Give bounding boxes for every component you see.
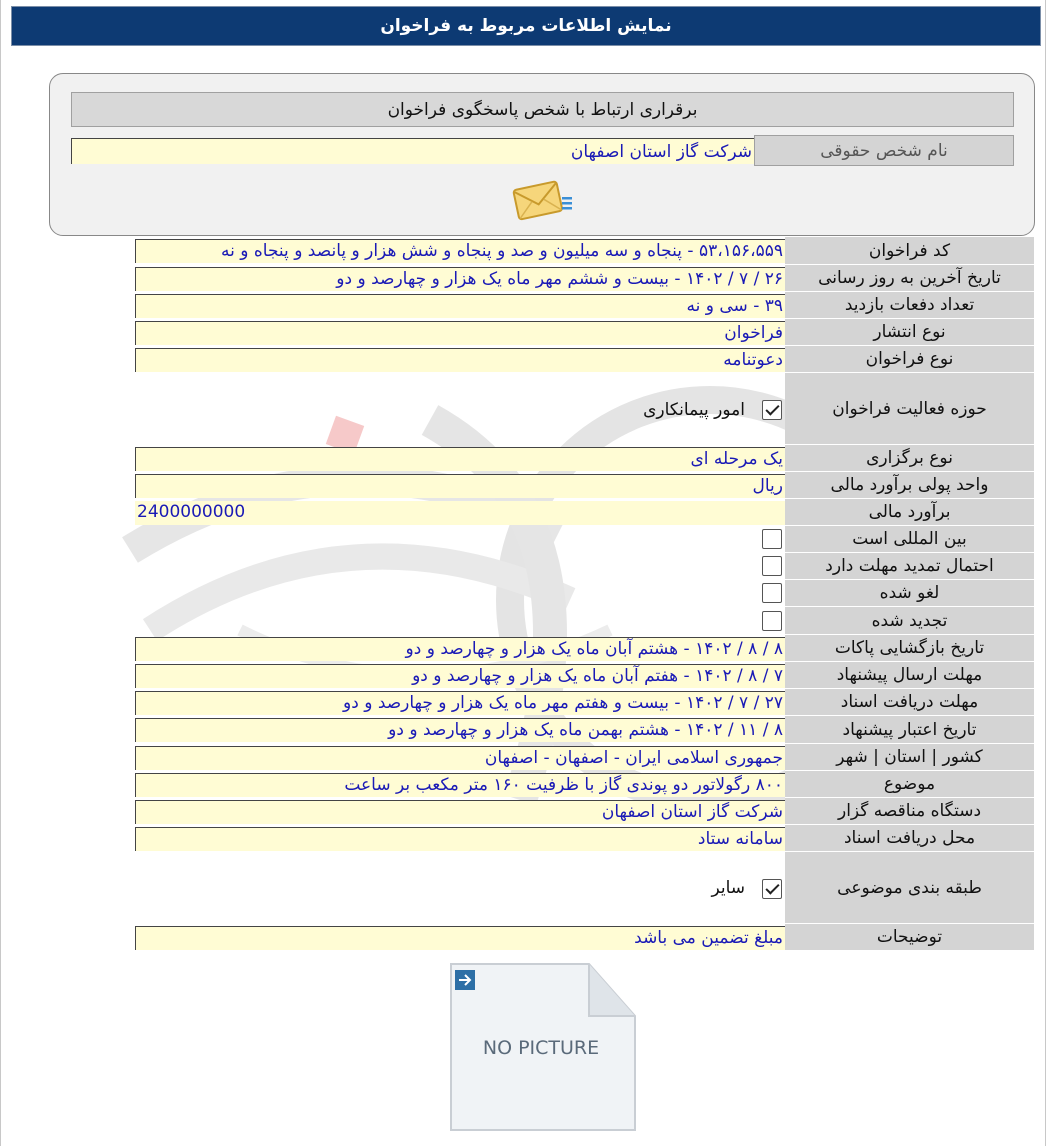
label-activity: حوزه فعالیت فراخوان: [785, 373, 1034, 445]
row-doc-place: [0, 825, 1053, 852]
row-holding-type: [0, 445, 1053, 472]
activity-option-label: امور پیمانکاری: [643, 400, 745, 420]
label-visits: تعداد دفعات بازدید: [785, 292, 1034, 319]
label-category: طبقه بندی موضوعی: [785, 852, 1034, 924]
label-international: بین المللی است: [785, 526, 1034, 553]
value-doc-place: سامانه ستاد: [135, 827, 785, 851]
page-title-text: نمایش اطلاعات مربوط به فراخوان: [380, 16, 672, 36]
row-bid-validity: [0, 716, 1053, 744]
no-picture-icon[interactable]: [447, 962, 639, 1132]
value-last-update: ۲۶ / ۷ / ۱۴۰۲ - بیست و ششم مهر ماه یک هزار و چهارصد و دو: [135, 267, 785, 291]
row-category: [0, 852, 1053, 924]
label-call-type: نوع فراخوان: [785, 346, 1034, 373]
label-doc-place: محل دریافت اسناد: [785, 825, 1034, 852]
label-publish-type: نوع انتشار: [785, 319, 1034, 346]
contact-panel: [49, 73, 1035, 236]
legal-person-label: نام شخص حقوقی: [754, 135, 1014, 166]
row-visits: [0, 292, 1053, 319]
label-cancelled: لغو شده: [785, 580, 1034, 607]
category-checkbox[interactable]: [762, 879, 782, 899]
no-picture-text: NO PICTURE: [482, 1037, 600, 1059]
value-bid-validity: ۸ / ۱۱ / ۱۴۰۲ - هشتم بهمن ماه یک هزار و چهارصد و دو: [135, 718, 785, 742]
value-visits: ۳۹ - سی و نه: [135, 294, 785, 318]
value-organizer: شرکت گاز استان اصفهان: [135, 800, 785, 824]
label-envelope-opening: تاریخ بازگشایی پاکات: [785, 635, 1034, 662]
label-estimate: برآورد مالی: [785, 499, 1034, 526]
row-last-update: [0, 265, 1053, 292]
value-location: جمهوری اسلامی ایران - اصفهان - اصفهان: [135, 746, 785, 770]
row-estimate: [0, 499, 1053, 526]
extension-checkbox[interactable]: [762, 556, 782, 576]
value-code: ۵۳،۱۵۶،۵۵۹ - پنجاه و سه میلیون و صد و پنجاه و شش هزار و پانصد و پنجاه و نه: [135, 239, 785, 263]
contact-title: برقراری ارتباط با شخص پاسخگوی فراخوان: [71, 92, 1014, 127]
label-doc-deadline: مهلت دریافت اسناد: [785, 689, 1034, 716]
label-extension: احتمال تمدید مهلت دارد: [785, 553, 1034, 580]
value-bid-deadline: ۷ / ۸ / ۱۴۰۲ - هفتم آبان ماه یک هزار و چهارصد و دو: [135, 664, 785, 688]
label-holding-type: نوع برگزاری: [785, 445, 1034, 472]
activity-checkbox[interactable]: [762, 400, 782, 420]
value-holding-type: یک مرحله ای: [135, 447, 785, 471]
page-title: [11, 6, 1041, 46]
category-option-label: سایر: [711, 878, 745, 898]
label-location: کشور | استان | شهر: [785, 744, 1034, 771]
row-cancelled: [0, 580, 1053, 607]
label-bid-validity: تاریخ اعتبار پیشنهاد: [785, 716, 1034, 744]
row-publish-type: [0, 319, 1053, 346]
envelope-icon: [510, 177, 576, 225]
value-publish-type: فراخوان: [135, 321, 785, 345]
value-subject: ۸۰۰ رگولاتور دو پوندی گاز با ظرفیت ۱۶۰ متر مکعب بر ساعت: [135, 773, 785, 797]
label-organizer: دستگاه مناقصه گزار: [785, 798, 1034, 825]
value-currency: ریال: [135, 474, 785, 498]
legal-person-value: شرکت گاز استان اصفهان: [71, 138, 754, 164]
row-call-type: [0, 346, 1053, 373]
label-notes: توضیحات: [785, 924, 1034, 951]
row-envelope-opening: [0, 635, 1053, 662]
row-organizer: [0, 798, 1053, 825]
row-renewed: [0, 607, 1053, 635]
row-activity: [0, 373, 1053, 445]
cancelled-checkbox[interactable]: [762, 583, 782, 603]
row-notes: [0, 924, 1053, 951]
row-bid-deadline: [0, 662, 1053, 689]
label-last-update: تاریخ آخرین به روز رسانی: [785, 265, 1034, 292]
value-envelope-opening: ۸ / ۸ / ۱۴۰۲ - هشتم آبان ماه یک هزار و چهارصد و دو: [135, 637, 785, 661]
row-extension: [0, 553, 1053, 580]
value-doc-deadline: ۲۷ / ۷ / ۱۴۰۲ - بیست و هفتم مهر ماه یک هزار و چهارصد و دو: [135, 691, 785, 715]
row-location: [0, 744, 1053, 771]
renewed-checkbox[interactable]: [762, 611, 782, 631]
row-currency: [0, 472, 1053, 499]
row-international: [0, 526, 1053, 553]
label-code: کد فراخوان: [785, 237, 1034, 265]
value-estimate: 2400000000: [135, 501, 785, 525]
row-subject: [0, 771, 1053, 798]
send-message-button[interactable]: [510, 177, 576, 225]
label-bid-deadline: مهلت ارسال پیشنهاد: [785, 662, 1034, 689]
international-checkbox[interactable]: [762, 529, 782, 549]
value-call-type: دعوتنامه: [135, 348, 785, 372]
label-renewed: تجدید شده: [785, 607, 1034, 635]
row-doc-deadline: [0, 689, 1053, 716]
value-notes: مبلغ تضمین می باشد: [135, 926, 785, 950]
row-code: [0, 237, 1053, 265]
label-currency: واحد پولی برآورد مالی: [785, 472, 1034, 499]
label-subject: موضوع: [785, 771, 1034, 798]
